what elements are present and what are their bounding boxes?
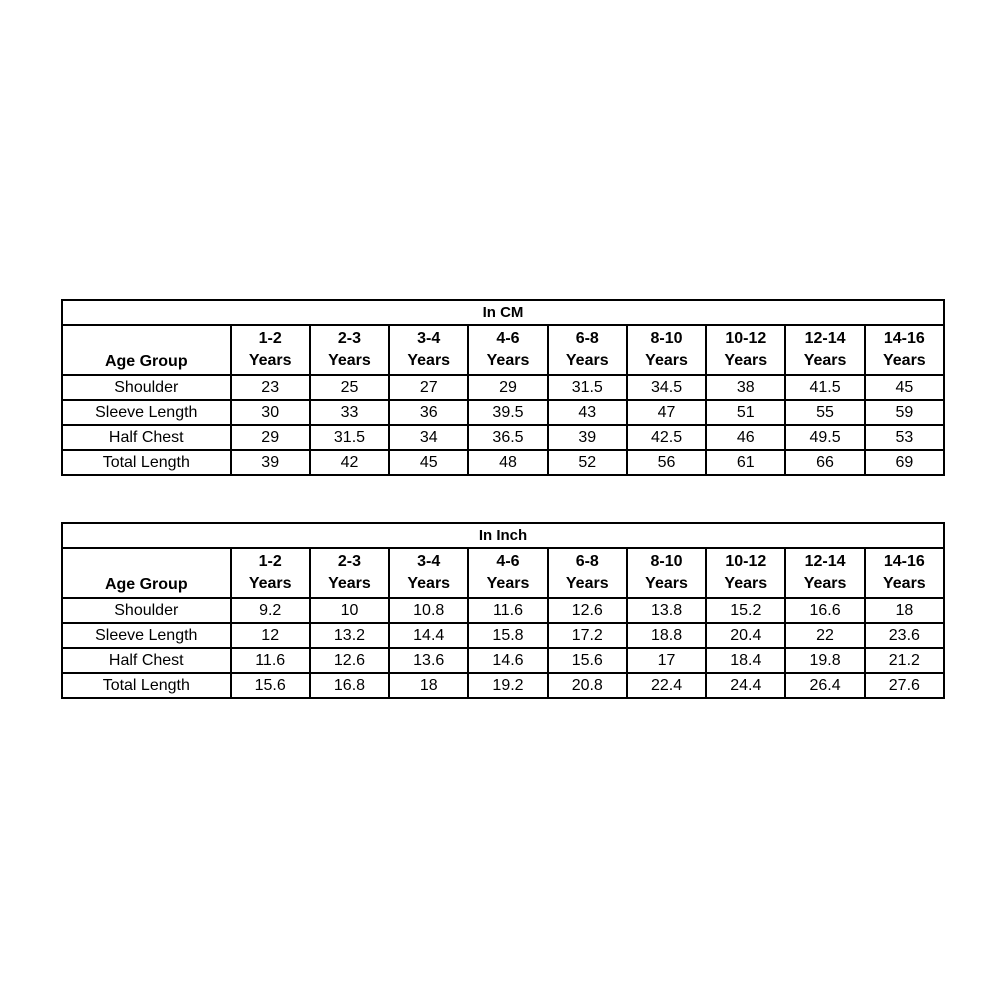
table-row — [62, 673, 944, 698]
age-column-header — [865, 325, 944, 375]
age-unit: Years — [882, 352, 926, 369]
measurement-value: 29 — [468, 375, 547, 400]
age-unit: Years — [724, 352, 768, 369]
age-column-header — [865, 548, 944, 598]
measurement-value: 21.2 — [865, 648, 944, 673]
measurement-value: 24.4 — [706, 673, 785, 698]
measurement-value: 23 — [231, 375, 310, 400]
measurement-value: 13.6 — [389, 648, 468, 673]
measurement-value: 26.4 — [785, 673, 864, 698]
measurement-value: 30 — [231, 400, 310, 425]
measurement-value: 34.5 — [627, 375, 706, 400]
age-column-header — [231, 325, 310, 375]
age-unit: Years — [724, 575, 768, 592]
age-range: 1-2 — [258, 330, 282, 347]
age-unit: Years — [803, 575, 847, 592]
age-column-header — [706, 325, 785, 375]
measurement-value: 49.5 — [785, 425, 864, 450]
size-chart-cm-table — [61, 299, 945, 476]
table-header-row — [62, 548, 944, 598]
table-title-row — [62, 300, 944, 325]
measurement-value: 66 — [785, 450, 864, 475]
measurement-value: 18.4 — [706, 648, 785, 673]
age-range: 10-12 — [725, 330, 767, 347]
measurement-value: 69 — [865, 450, 944, 475]
measurement-value: 9.2 — [231, 598, 310, 623]
age-unit: Years — [407, 575, 451, 592]
age-column-header — [706, 548, 785, 598]
table-row — [62, 450, 944, 475]
measurement-value: 22.4 — [627, 673, 706, 698]
age-column-header — [310, 548, 389, 598]
measurement-value: 38 — [706, 375, 785, 400]
age-column-header — [548, 548, 627, 598]
age-group-header: Age Group — [62, 325, 231, 375]
age-column-header — [785, 548, 864, 598]
measurement-value: 52 — [548, 450, 627, 475]
measurement-value: 33 — [310, 400, 389, 425]
age-unit: Years — [645, 575, 688, 592]
measurement-value: 16.8 — [310, 673, 389, 698]
age-range: 14-16 — [883, 330, 925, 347]
measurement-value: 15.6 — [231, 673, 310, 698]
measurement-value: 17 — [627, 648, 706, 673]
age-unit: Years — [486, 575, 530, 592]
age-unit: Years — [565, 575, 609, 592]
measurement-value: 48 — [468, 450, 547, 475]
age-range: 6-8 — [575, 330, 599, 347]
measurement-value: 18.8 — [627, 623, 706, 648]
age-unit: Years — [407, 352, 451, 369]
measurement-value: 13.8 — [627, 598, 706, 623]
measurement-value: 34 — [389, 425, 468, 450]
measurement-value: 39 — [548, 425, 627, 450]
age-unit: Years — [565, 352, 609, 369]
measurement-value: 12.6 — [310, 648, 389, 673]
measurement-value: 11.6 — [231, 648, 310, 673]
measurement-label: Half Chest — [62, 648, 231, 673]
measurement-value: 59 — [865, 400, 944, 425]
age-range: 1-2 — [258, 553, 282, 570]
age-unit: Years — [248, 352, 292, 369]
measurement-label: Half Chest — [62, 425, 231, 450]
age-range: 14-16 — [883, 553, 925, 570]
measurement-value: 61 — [706, 450, 785, 475]
measurement-value: 19.8 — [785, 648, 864, 673]
age-range: 4-6 — [496, 330, 520, 347]
measurement-label: Shoulder — [62, 598, 231, 623]
table-row — [62, 648, 944, 673]
measurement-value: 20.4 — [706, 623, 785, 648]
table-title-row — [62, 523, 944, 548]
age-unit: Years — [803, 352, 847, 369]
age-range: 10-12 — [725, 553, 767, 570]
measurement-value: 43 — [548, 400, 627, 425]
measurement-value: 46 — [706, 425, 785, 450]
measurement-value: 13.2 — [310, 623, 389, 648]
age-unit: Years — [248, 575, 292, 592]
measurement-value: 15.8 — [468, 623, 547, 648]
measurement-value: 27.6 — [865, 673, 944, 698]
measurement-label: Sleeve Length — [62, 623, 231, 648]
measurement-value: 17.2 — [548, 623, 627, 648]
age-unit: Years — [645, 352, 688, 369]
measurement-value: 16.6 — [785, 598, 864, 623]
measurement-value: 29 — [231, 425, 310, 450]
age-column-header — [548, 325, 627, 375]
measurement-value: 19.2 — [468, 673, 547, 698]
age-range: 2-3 — [337, 553, 362, 570]
measurement-value: 41.5 — [785, 375, 864, 400]
age-unit: Years — [486, 352, 530, 369]
age-unit: Years — [882, 575, 926, 592]
size-chart-inch-table — [61, 522, 945, 699]
table-header-row — [62, 325, 944, 375]
measurement-label: Sleeve Length — [62, 400, 231, 425]
age-range: 8-10 — [650, 330, 683, 347]
age-unit: Years — [328, 575, 371, 592]
age-column-header — [231, 548, 310, 598]
table-title: In Inch — [62, 523, 944, 548]
measurement-label: Shoulder — [62, 375, 231, 400]
measurement-value: 36 — [389, 400, 468, 425]
measurement-value: 18 — [389, 673, 468, 698]
age-column-header — [785, 325, 864, 375]
age-range: 8-10 — [650, 553, 683, 570]
measurement-value: 20.8 — [548, 673, 627, 698]
measurement-value: 27 — [389, 375, 468, 400]
measurement-value: 53 — [865, 425, 944, 450]
age-column-header — [468, 325, 547, 375]
measurement-value: 31.5 — [548, 375, 627, 400]
measurement-value: 14.6 — [468, 648, 547, 673]
measurement-value: 39.5 — [468, 400, 547, 425]
age-column-header — [389, 325, 468, 375]
measurement-value: 25 — [310, 375, 389, 400]
measurement-value: 51 — [706, 400, 785, 425]
measurement-label: Total Length — [62, 450, 231, 475]
measurement-value: 15.2 — [706, 598, 785, 623]
table-row — [62, 425, 944, 450]
measurement-value: 14.4 — [389, 623, 468, 648]
measurement-value: 56 — [627, 450, 706, 475]
measurement-value: 45 — [865, 375, 944, 400]
measurement-value: 10.8 — [389, 598, 468, 623]
age-column-header — [627, 325, 706, 375]
age-range: 6-8 — [575, 553, 599, 570]
measurement-value: 45 — [389, 450, 468, 475]
age-range: 3-4 — [417, 330, 441, 347]
age-group-header: Age Group — [62, 548, 231, 598]
measurement-value: 47 — [627, 400, 706, 425]
age-range: 12-14 — [804, 330, 846, 347]
age-column-header — [627, 548, 706, 598]
measurement-value: 10 — [310, 598, 389, 623]
measurement-value: 42 — [310, 450, 389, 475]
measurement-value: 11.6 — [468, 598, 547, 623]
measurement-value: 55 — [785, 400, 864, 425]
measurement-value: 36.5 — [468, 425, 547, 450]
measurement-label: Total Length — [62, 673, 231, 698]
measurement-value: 18 — [865, 598, 944, 623]
measurement-value: 12 — [231, 623, 310, 648]
measurement-value: 39 — [231, 450, 310, 475]
age-column-header — [389, 548, 468, 598]
measurement-value: 15.6 — [548, 648, 627, 673]
table-row — [62, 400, 944, 425]
measurement-value: 12.6 — [548, 598, 627, 623]
age-range: 4-6 — [496, 553, 520, 570]
measurement-value: 23.6 — [865, 623, 944, 648]
age-column-header — [310, 325, 389, 375]
age-range: 2-3 — [337, 330, 362, 347]
table-row — [62, 623, 944, 648]
age-unit: Years — [328, 352, 371, 369]
table-title: In CM — [62, 300, 944, 325]
table-row — [62, 375, 944, 400]
age-range: 3-4 — [417, 553, 441, 570]
measurement-value: 42.5 — [627, 425, 706, 450]
measurement-value: 31.5 — [310, 425, 389, 450]
age-column-header — [468, 548, 547, 598]
table-row — [62, 598, 944, 623]
measurement-value: 22 — [785, 623, 864, 648]
age-range: 12-14 — [804, 553, 846, 570]
